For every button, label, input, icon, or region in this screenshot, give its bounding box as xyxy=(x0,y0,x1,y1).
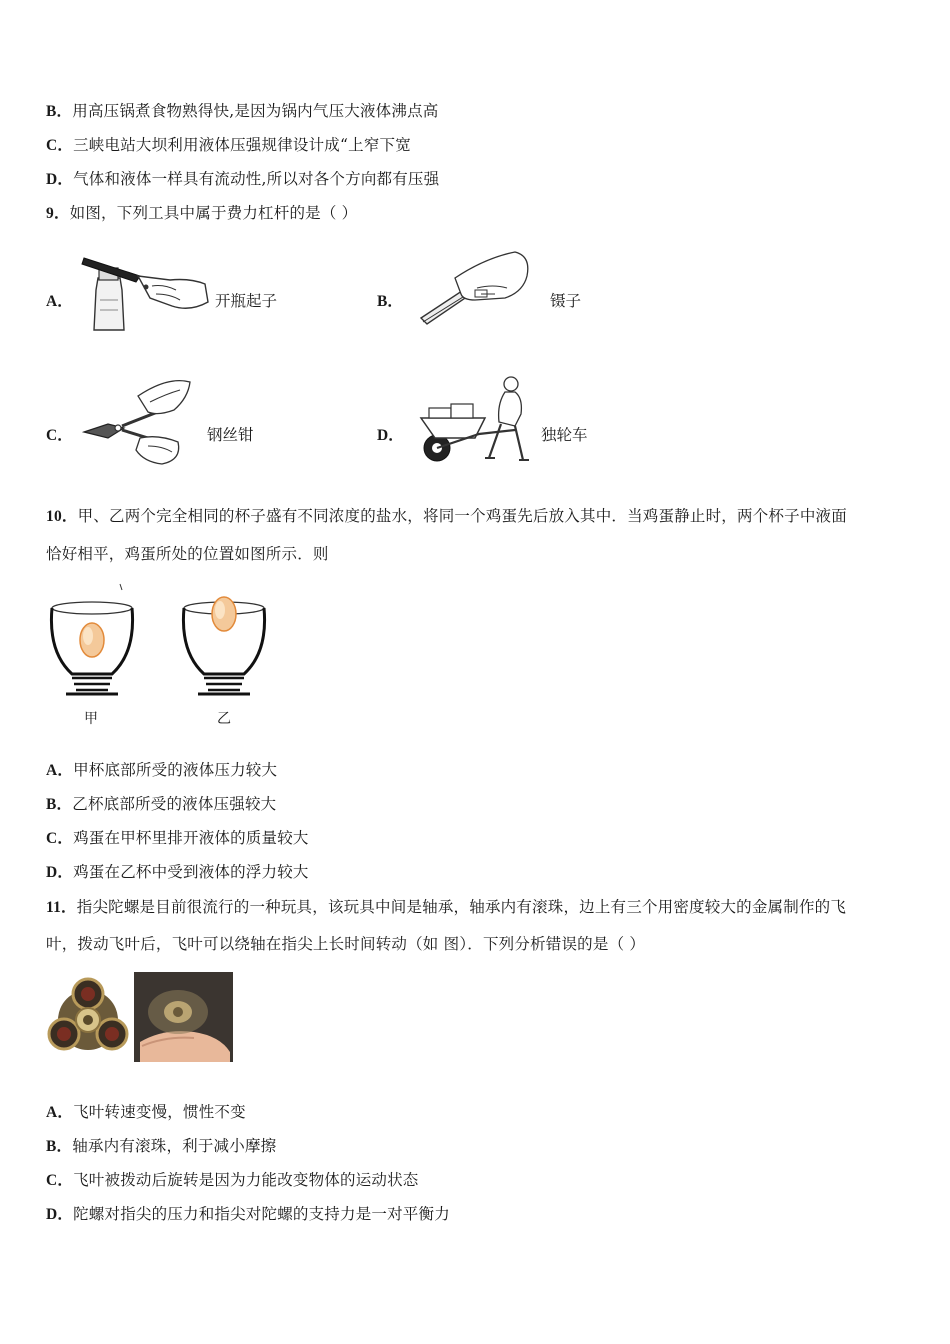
q8-option-b: B．用高压锅煮食物熟得快,是因为锅内气压大液体沸点高 xyxy=(46,102,439,120)
q9-option-d-label: 独轮车 xyxy=(541,426,588,444)
q9-option-d-letter: D． xyxy=(377,427,404,444)
tweezers-icon xyxy=(415,248,535,330)
q11-option-c: C．飞叶被拨动后旋转是因为力能改变物体的运动状态 xyxy=(46,1171,419,1189)
q10-option-c: C．鸡蛋在甲杯里排开液体的质量较大 xyxy=(46,829,309,847)
cup-label-yi: 乙 xyxy=(217,711,231,727)
q11-option-d: D．陀螺对指尖的压力和指尖对陀螺的支持力是一对平衡力 xyxy=(46,1205,450,1223)
cup-label-jia: 甲 xyxy=(84,711,98,727)
q9-option-b-letter: B． xyxy=(377,293,403,310)
q11-spinner-figure xyxy=(44,972,236,1064)
q8-option-d: D．气体和液体一样具有流动性,所以对各个方向都有压强 xyxy=(46,170,440,188)
q9-option-b-label: 镊子 xyxy=(550,292,582,310)
q9-option-a-letter: A． xyxy=(46,293,73,310)
q10-option-d: D．鸡蛋在乙杯中受到液体的浮力较大 xyxy=(46,863,309,881)
q10-stem-line1: 10．甲、乙两个完全相同的杯子盛有不同浓度的盐水，将同一个鸡蛋先后放入其中．当鸡蛋静止时，两个杯子中液面 xyxy=(46,507,847,525)
fidget-spinner-icon xyxy=(49,979,127,1050)
cup-yi-icon xyxy=(183,597,264,694)
q10-option-b: B．乙杯底部所受的液体压强较大 xyxy=(46,795,277,813)
q11-option-a: A．飞叶转速变慢，惯性不变 xyxy=(46,1103,246,1121)
q10-cups-figure xyxy=(42,582,282,727)
bottle-opener-icon xyxy=(80,250,215,332)
q10-option-a: A．甲杯底部所受的液体压力较大 xyxy=(46,761,278,779)
q11-option-b: B．轴承内有滚珠，利于减小摩擦 xyxy=(46,1137,277,1155)
q8-option-c: C．三峡电站大坝利用液体压强规律设计成“上窄下宽 xyxy=(46,136,411,154)
q9-option-c-letter: C． xyxy=(46,427,73,444)
cup-jia-icon xyxy=(51,602,132,694)
pliers-icon xyxy=(78,376,198,466)
q9-stem: 9．如图，下列工具中属于费力杠杆的是（ ） xyxy=(46,204,358,222)
wheelbarrow-icon xyxy=(415,374,540,466)
q9-option-a-label: 开瓶起子 xyxy=(215,292,278,310)
q10-stem-line2: 恰好相平，鸡蛋所处的位置如图所示．则 xyxy=(46,545,329,563)
q11-stem-line2: 叶，拨动飞叶后，飞叶可以绕轴在指尖上长时间转动（如 图）．下列分析错误的是（ ） xyxy=(46,935,646,953)
spinning-on-finger-icon xyxy=(134,972,233,1062)
q9-option-c-label: 钢丝钳 xyxy=(207,426,254,444)
q11-stem-line1: 11．指尖陀螺是目前很流行的一种玩具，该玩具中间是轴承，轴承内有滚珠，边上有三个用密度较大的金属制作的飞 xyxy=(46,898,847,916)
